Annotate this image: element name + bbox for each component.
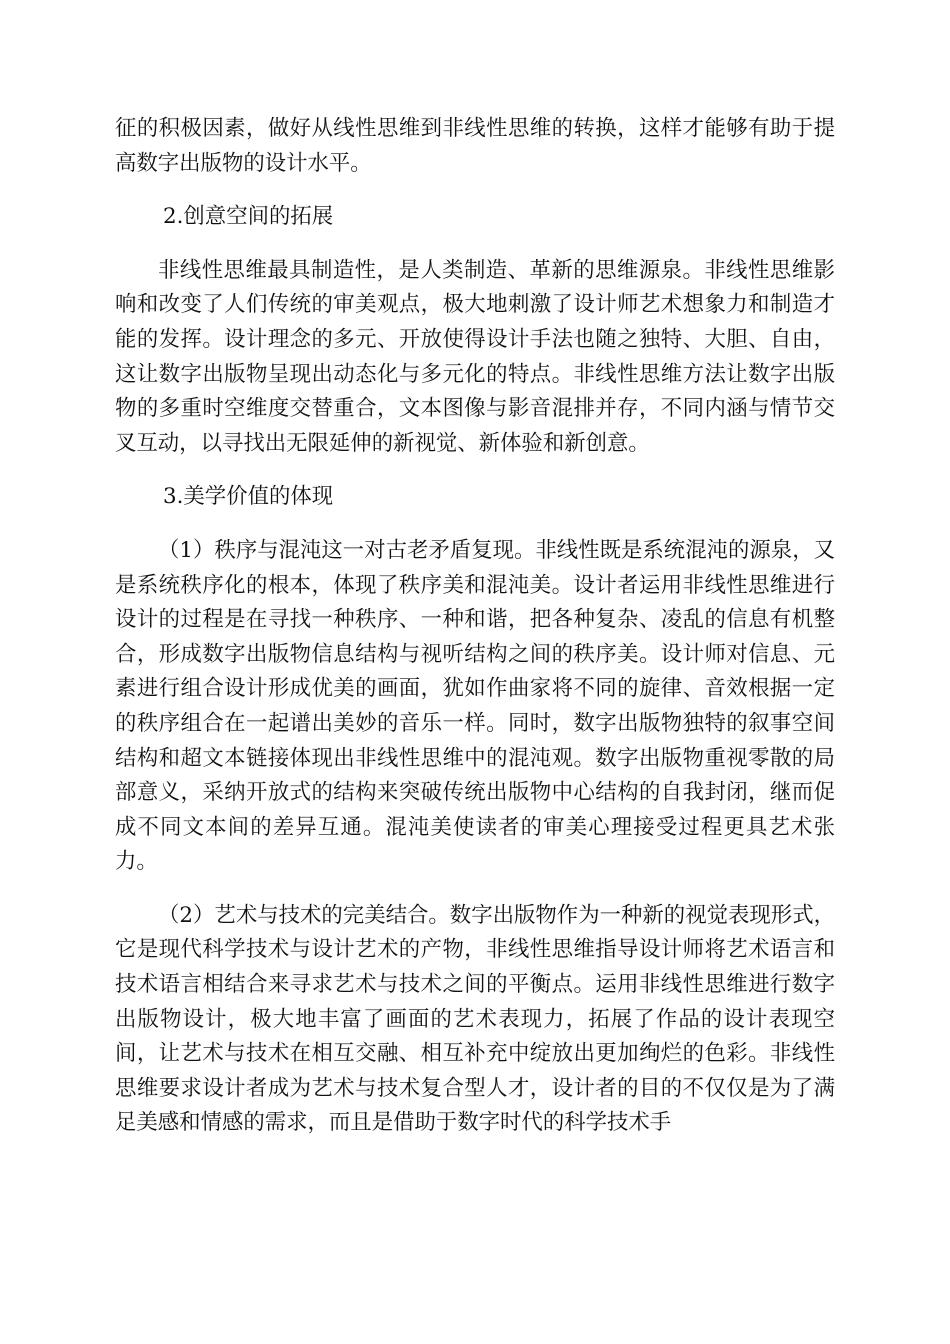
section-heading-3: 3.美学价值的体现 [163, 484, 334, 510]
paragraph-section-2: 非线性思维最具制造性，是人类制造、革新的思维源泉。非线性思维影响和改变了人们传统的审美观点，极大地刺激了设计师艺术想象力和制造才能的发挥。设计理念的多元、开放使得设计手法也随之独特、大胆、自由，这让数字出版物呈现出动态化与多元化的特点。非线性思维方法让数字出版物的多重时空维度交替重合，文本图像与影音混排并存，不同内涵与情节交叉互动，以寻找出无限延伸的新视觉、新体验和新创意。 [115, 257, 835, 456]
document-page [115, 112, 835, 1141]
paragraph-intro: 征的积极因素，做好从线性思维到非线性思维的转换，这样才能够有助于提高数字出版物的设计水平。 [115, 116, 835, 176]
paragraph-section-3-2: （2）艺术与技术的完美结合。数字出版物作为一种新的视觉表现形式，它是现代科学技术与设计艺术的产物，非线性思维指导设计师将艺术语言和技术语言相结合来寻求艺术与技术之间的平衡点。运用非线性思维进行数字出版物设计，极大地丰富了画面的艺术表现力，拓展了作品的设计表现空间，让艺术与技术在相互交融、相互补充中绽放出更加绚烂的色彩。非线性思维要求设计者成为艺术与技术复合型人才，设计者的目的不仅仅是为了满足美感和情感的需求，而且是借助于数字时代的科学技术手 [115, 902, 835, 1136]
section-heading-2: 2.创意空间的拓展 [163, 204, 334, 230]
paragraph-section-3-1: （1）秩序与混沌这一对古老矛盾复现。非线性既是系统混沌的源泉，又是系统秩序化的根本，体现了秩序美和混沌美。设计者运用非线性思维进行设计的过程是在寻找一种秩序、一种和谐，把各种复杂、凌乱的信息有机整合，形成数字出版物信息结构与视听结构之间的秩序美。设计师对信息、元素进行组合设计形成优美的画面，犹如作曲家将不同的旋律、音效根据一定的秩序组合在一起谱出美妙的音乐一样。同时，数字出版物独特的叙事空间结构和超文本链接体现出非线性思维中的混沌观。数字出版物重视零散的局部意义，采纳开放式的结构来突破传统出版物中心结构的自我封闭，继而促成不同文本间的差异互通。混沌美使读者的审美心理接受过程更具艺术张力。 [115, 537, 835, 875]
